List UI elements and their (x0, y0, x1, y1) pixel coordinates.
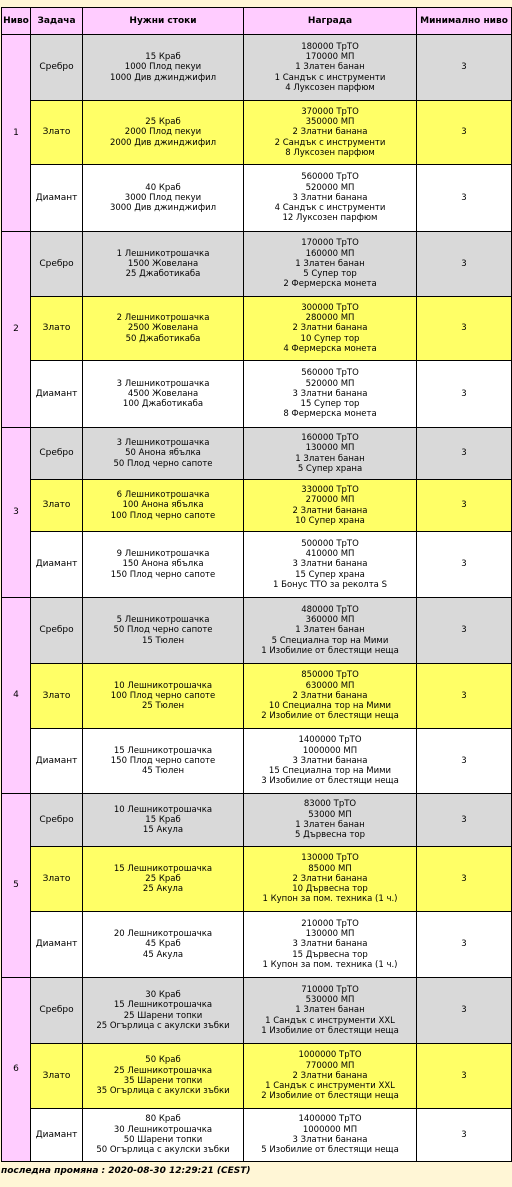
min-level-cell: 3 (417, 480, 512, 532)
goods-line: 150 Плод черно сапоте (110, 755, 216, 766)
goods-line: 2 Лешникотрошачка (116, 313, 210, 324)
table-row (2, 598, 512, 664)
reward-cell (244, 297, 417, 361)
reward-line: 410000 МП (305, 549, 355, 560)
header-level: Ниво (2, 8, 31, 35)
min-level-cell: 3 (417, 35, 512, 101)
level-cell: 3 (2, 428, 31, 598)
goods-line: 25 Краб (145, 117, 181, 128)
table-row (2, 480, 512, 532)
level-cell: 2 (2, 232, 31, 428)
reward-cell (244, 532, 417, 598)
goods-line: 150 Плод черно сапоте (110, 569, 216, 580)
task-cell: Сребро (31, 428, 83, 480)
reward-line: 3 Златни банана (292, 755, 368, 766)
reward-line: 480000 ТрТО (301, 604, 359, 615)
table-row (2, 101, 512, 165)
reward-line: 1 Златен банан (295, 820, 365, 830)
reward-cell (244, 165, 417, 232)
reward-line: 4 Луксозен парфюм (285, 82, 375, 93)
table-row (2, 978, 512, 1044)
goods-line: 3000 Плод пекуи (124, 192, 202, 203)
reward-line: 520000 МП (305, 182, 355, 193)
reward-line: 1 Бонус ТТО за реколта S (273, 579, 387, 590)
reward-line: 500000 ТрТО (301, 538, 359, 549)
min-level-cell: 3 (417, 847, 512, 912)
goods-cell (83, 165, 244, 232)
task-cell: Злато (31, 664, 83, 729)
reward-line: 1 Сандък с инструменти (274, 72, 386, 83)
level-cell: 6 (2, 978, 31, 1162)
goods-line: 3000 Див джинджифил (109, 203, 217, 214)
reward-line: 560000 ТрТО (301, 172, 359, 183)
reward-line: 85000 МП (308, 863, 352, 874)
reward-line: 180000 ТрТО (301, 41, 359, 52)
reward-line: 280000 МП (305, 313, 355, 324)
reward-line: 53000 МП (308, 809, 352, 820)
quest-table (1, 7, 512, 1162)
reward-line: 360000 МП (305, 615, 355, 626)
reward-line: 5 Супер тор (303, 269, 357, 280)
goods-line: 10 Лешникотрошачка (113, 680, 213, 691)
goods-line: 25 Тюлен (141, 701, 185, 712)
reward-line: 3 Златни банана (292, 1135, 368, 1145)
reward-cell (244, 361, 417, 428)
goods-line: 1 Лешникотрошачка (116, 248, 210, 259)
reward-line: 270000 МП (305, 495, 355, 506)
goods-line: 1500 Жовелана (127, 258, 199, 269)
reward-line: 3 Златни банана (292, 559, 368, 570)
reward-line: 2 Изобилие от блестящи неща (261, 711, 399, 722)
reward-line: 350000 МП (305, 117, 355, 128)
reward-line: 850000 ТрТО (301, 670, 359, 681)
reward-line: 10 Супер тор (300, 333, 360, 344)
reward-line: 1 Изобилие от блестящи неща (261, 1025, 399, 1036)
reward-line: 300000 ТрТО (301, 302, 359, 313)
reward-line: 12 Луксозен парфюм (282, 213, 378, 224)
min-level-cell: 3 (417, 165, 512, 232)
goods-cell (83, 664, 244, 729)
goods-line: 1000 Див джинджифил (109, 72, 217, 83)
reward-line: 370000 ТрТО (301, 106, 359, 117)
reward-cell (244, 1044, 417, 1109)
goods-line: 2500 Жовелана (127, 323, 199, 334)
level-cell: 1 (2, 35, 31, 232)
goods-line: 150 Анона ябълка (122, 559, 204, 570)
reward-line: 3 Изобилие от блестящи неща (261, 776, 399, 787)
goods-line: 25 Джаботикаба (125, 269, 201, 280)
reward-line: 130000 ТрТО (301, 853, 359, 864)
goods-line: 10 Лешникотрошачка (113, 804, 213, 815)
reward-line: 2 Фермерска монета (283, 279, 377, 290)
reward-line: 170000 ТрТО (301, 238, 359, 249)
task-cell: Диамант (31, 532, 83, 598)
goods-line: 4500 Жовелана (127, 388, 199, 399)
reward-line: 1 Златен банан (295, 62, 365, 73)
min-level-cell: 3 (417, 428, 512, 480)
goods-line: 15 Краб (145, 52, 181, 63)
reward-line: 210000 ТрТО (301, 918, 359, 929)
goods-line: 35 Шарени топки (123, 1076, 203, 1086)
reward-cell (244, 35, 417, 101)
goods-line: 45 Акула (142, 949, 184, 960)
goods-line: 25 Лешникотрошачка (113, 1065, 213, 1076)
table-row (2, 1044, 512, 1109)
reward-line: 520000 МП (305, 378, 355, 389)
goods-line: 15 Лешникотрошачка (113, 1000, 213, 1011)
reward-line: 2 Изобилие от блестящи неща (261, 1091, 399, 1102)
level-cell: 4 (2, 598, 31, 794)
reward-line: 2 Златни банана (292, 127, 368, 138)
goods-line: 50 Огърлица с акулски зъбки (96, 1145, 230, 1156)
table-row (2, 35, 512, 101)
reward-line: 1 Сандък с инструменти XXL (265, 1015, 395, 1026)
min-level-cell: 3 (417, 361, 512, 428)
reward-line: 630000 МП (305, 680, 355, 691)
task-cell: Сребро (31, 598, 83, 664)
task-cell: Злато (31, 847, 83, 912)
reward-line: 1 Златен банан (295, 625, 365, 636)
table-row (2, 232, 512, 297)
goods-cell (83, 532, 244, 598)
reward-line: 2 Златни банана (292, 1070, 368, 1081)
reward-line: 1 Изобилие от блестящи неща (261, 645, 399, 656)
reward-line: 1 Златен банан (295, 258, 365, 269)
reward-line: 130000 МП (305, 443, 355, 454)
task-cell: Злато (31, 480, 83, 532)
goods-line: 35 Огърлица с акулски зъбки (96, 1086, 230, 1097)
task-cell: Диамант (31, 1109, 83, 1162)
reward-line: 1000000 ТрТО (298, 1050, 362, 1061)
task-cell: Злато (31, 101, 83, 165)
goods-line: 50 Анона ябълка (125, 448, 201, 459)
table-row (2, 532, 512, 598)
goods-line: 50 Плод черно сапоте (113, 458, 213, 469)
goods-cell (83, 35, 244, 101)
reward-cell (244, 847, 417, 912)
task-cell: Диамант (31, 912, 83, 978)
reward-line: 1000000 МП (302, 1124, 358, 1135)
table-body (2, 35, 512, 1162)
goods-line: 100 Плод черно сапоте (110, 690, 216, 701)
table-row (2, 847, 512, 912)
goods-line: 100 Плод черно сапоте (110, 510, 216, 521)
goods-cell (83, 794, 244, 847)
table-row (2, 664, 512, 729)
min-level-cell: 3 (417, 532, 512, 598)
reward-line: 10 Специална тор на Мими (268, 701, 392, 712)
goods-line: 50 Шарени топки (123, 1135, 203, 1145)
reward-line: 5 Дървесна тор (294, 830, 366, 841)
reward-line: 130000 МП (305, 929, 355, 940)
goods-line: 20 Лешникотрошачка (113, 929, 213, 940)
reward-cell (244, 232, 417, 297)
reward-line: 2 Златни банана (292, 505, 368, 516)
goods-line: 3 Лешникотрошачка (116, 378, 210, 389)
goods-line: 50 Плод черно сапоте (113, 625, 213, 636)
reward-line: 1 Златен банан (295, 453, 365, 464)
goods-line: 45 Тюлен (141, 766, 185, 777)
table-row (2, 912, 512, 978)
reward-line: 5 Специална тор на Мими (271, 635, 389, 646)
reward-cell (244, 729, 417, 794)
goods-line: 80 Краб (145, 1114, 181, 1125)
goods-cell (83, 297, 244, 361)
reward-line: 2 Златни банана (292, 873, 368, 884)
goods-line: 30 Краб (145, 989, 181, 1000)
table-row (2, 729, 512, 794)
task-cell: Сребро (31, 978, 83, 1044)
goods-cell (83, 101, 244, 165)
reward-cell (244, 912, 417, 978)
min-level-cell: 3 (417, 1109, 512, 1162)
table-row (2, 165, 512, 232)
reward-line: 560000 ТрТО (301, 368, 359, 379)
goods-line: 50 Джаботикаба (125, 333, 201, 344)
reward-line: 15 Дървесна тор (292, 949, 368, 960)
reward-line: 10 Супер храна (295, 515, 365, 526)
task-cell: Сребро (31, 35, 83, 101)
goods-line: 5 Лешникотрошачка (116, 615, 210, 626)
min-level-cell: 3 (417, 978, 512, 1044)
reward-line: 2 Златни банана (292, 690, 368, 701)
reward-line: 3 Златни банана (292, 939, 368, 950)
reward-line: 530000 МП (305, 995, 355, 1006)
reward-line: 1 Купон за пом. техника (1 ч.) (262, 959, 398, 970)
header-goods: Нужни стоки (83, 8, 244, 35)
goods-line: 45 Краб (145, 939, 181, 950)
reward-line: 15 Специална тор на Мими (268, 766, 392, 777)
reward-line: 160000 МП (305, 248, 355, 259)
reward-line: 2 Златни банана (292, 323, 368, 334)
goods-cell (83, 1044, 244, 1109)
task-cell: Злато (31, 297, 83, 361)
reward-line: 1400000 ТрТО (298, 1114, 362, 1125)
goods-cell (83, 978, 244, 1044)
goods-line: 40 Краб (145, 182, 181, 193)
min-level-cell: 3 (417, 297, 512, 361)
goods-line: 3 Лешникотрошачка (116, 438, 210, 449)
task-cell: Диамант (31, 729, 83, 794)
reward-line: 5 Супер храна (297, 463, 363, 474)
task-cell: Злато (31, 1044, 83, 1109)
min-level-cell: 3 (417, 912, 512, 978)
goods-line: 15 Тюлен (141, 635, 185, 646)
task-cell: Сребро (31, 794, 83, 847)
goods-line: 30 Лешникотрошачка (113, 1124, 213, 1135)
goods-cell (83, 480, 244, 532)
goods-line: 1000 Плод пекуи (124, 62, 202, 73)
min-level-cell: 3 (417, 664, 512, 729)
goods-line: 25 Огърлица с акулски зъбки (96, 1020, 230, 1031)
header-min-level: Минимално ниво (417, 8, 512, 35)
goods-line: 2000 Див джинджифил (109, 137, 217, 148)
reward-line: 2 Сандък с инструменти (274, 137, 386, 148)
min-level-cell: 3 (417, 101, 512, 165)
reward-line: 770000 МП (305, 1060, 355, 1071)
reward-cell (244, 978, 417, 1044)
reward-cell (244, 1109, 417, 1162)
min-level-cell: 3 (417, 1044, 512, 1109)
goods-line: 15 Лешникотрошачка (113, 863, 213, 874)
header-reward: Награда (244, 8, 417, 35)
table-row (2, 428, 512, 480)
table-row (2, 297, 512, 361)
reward-cell (244, 598, 417, 664)
goods-line: 9 Лешникотрошачка (116, 549, 210, 560)
reward-cell (244, 794, 417, 847)
reward-line: 15 Супер храна (295, 569, 365, 580)
reward-line: 160000 ТрТО (301, 432, 359, 443)
reward-line: 4 Сандък с инструменти (274, 203, 386, 214)
task-cell: Диамант (31, 361, 83, 428)
goods-cell (83, 232, 244, 297)
header-task: Задача (31, 8, 83, 35)
reward-line: 5 Изобилие от блестящи неща (261, 1145, 399, 1156)
goods-line: 25 Шарени топки (123, 1010, 203, 1021)
reward-line: 15 Супер тор (300, 399, 360, 410)
goods-cell (83, 361, 244, 428)
table-row (2, 361, 512, 428)
goods-line: 25 Краб (145, 873, 181, 884)
reward-line: 1000000 МП (302, 745, 358, 756)
reward-line: 8 Фермерска монета (283, 409, 377, 420)
goods-line: 15 Краб (145, 814, 181, 825)
goods-cell (83, 1109, 244, 1162)
goods-line: 50 Краб (145, 1055, 181, 1066)
reward-cell (244, 480, 417, 532)
task-cell: Диамант (31, 165, 83, 232)
reward-line: 1 Сандък с инструменти XXL (265, 1081, 395, 1092)
min-level-cell: 3 (417, 729, 512, 794)
reward-cell (244, 428, 417, 480)
goods-cell (83, 598, 244, 664)
reward-line: 3 Златни банана (292, 192, 368, 203)
reward-line: 10 Дървесна тор (292, 884, 368, 895)
min-level-cell: 3 (417, 794, 512, 847)
header-row (2, 8, 512, 35)
goods-cell (83, 729, 244, 794)
min-level-cell: 3 (417, 598, 512, 664)
reward-line: 1400000 ТрТО (298, 735, 362, 746)
goods-cell (83, 428, 244, 480)
goods-line: 15 Лешникотрошачка (113, 745, 213, 756)
reward-cell (244, 101, 417, 165)
goods-line: 100 Джаботикаба (122, 399, 204, 410)
reward-cell (244, 664, 417, 729)
task-cell: Сребро (31, 232, 83, 297)
reward-line: 710000 ТрТО (301, 984, 359, 995)
goods-line: 6 Лешникотрошачка (116, 490, 210, 501)
last-modified-footer: последна промяна : 2020-08-30 12:29:21 (CEST) (1, 1166, 251, 1176)
reward-line: 170000 МП (305, 52, 355, 63)
reward-line: 1 Купон за пом. техника (1 ч.) (262, 894, 398, 905)
goods-cell (83, 912, 244, 978)
table-row (2, 794, 512, 847)
reward-line: 83000 ТрТО (303, 799, 357, 810)
goods-line: 100 Анона ябълка (122, 500, 204, 511)
min-level-cell: 3 (417, 232, 512, 297)
reward-line: 1 Златен банан (295, 1005, 365, 1016)
goods-cell (83, 847, 244, 912)
reward-line: 8 Луксозен парфюм (285, 147, 375, 158)
reward-line: 4 Фермерска монета (283, 343, 377, 354)
goods-line: 2000 Плод пекуи (124, 127, 202, 138)
table-row (2, 1109, 512, 1162)
reward-line: 330000 ТрТО (301, 484, 359, 495)
level-cell: 5 (2, 794, 31, 978)
goods-line: 15 Акула (142, 825, 184, 836)
reward-line: 3 Златни банана (292, 388, 368, 399)
goods-line: 25 Акула (142, 884, 184, 895)
